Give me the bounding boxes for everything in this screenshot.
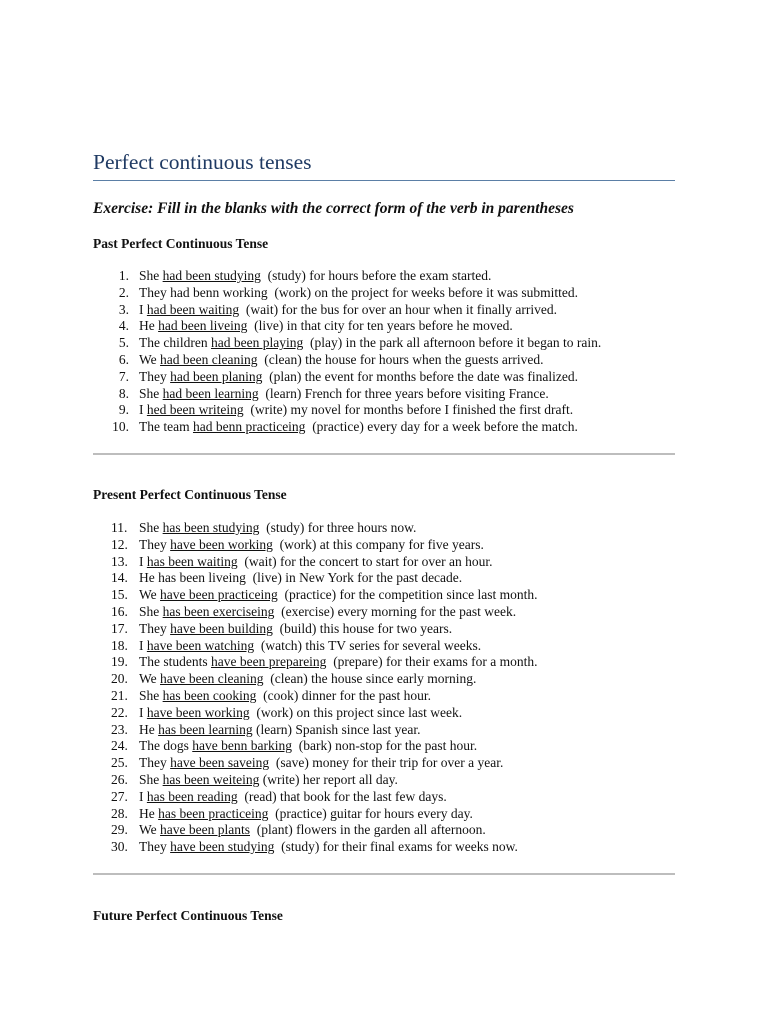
list-item: [93, 722, 538, 739]
item-text-before: The team: [139, 419, 193, 435]
section-divider: [93, 873, 675, 875]
item-text-after: (build) this house for two years.: [272, 620, 453, 636]
list-item: [93, 587, 538, 604]
item-text-after: (prepare) for their exams for a month.: [326, 654, 538, 670]
item-text-before: They: [139, 620, 171, 636]
item-text-after: (write) my novel for months before I finished the first draft.: [243, 402, 574, 418]
item-text-before: The students: [139, 654, 211, 670]
item-number: 2.: [118, 284, 129, 300]
item-number: 12.: [111, 536, 128, 552]
list-item: [93, 738, 538, 755]
item-text-before: I: [139, 637, 147, 653]
item-answer: have been prepareing: [211, 654, 327, 670]
item-text-before: He: [139, 805, 159, 821]
item-number: 1.: [118, 268, 129, 283]
item-number: 7.: [118, 368, 129, 384]
item-text-before: She: [139, 520, 163, 535]
item-text-before: We: [139, 671, 161, 687]
list-item: [93, 604, 538, 621]
item-answer: had been studying: [162, 268, 261, 283]
item-text-after: (plant) flowers in the garden all afternoon.: [250, 822, 486, 838]
item-text-after: (bark) non-stop for the past hour.: [291, 738, 478, 754]
item-text-before: She: [139, 771, 163, 787]
item-answer: have been studying: [170, 839, 275, 855]
list-item: [93, 302, 601, 319]
item-text-before: He: [139, 721, 159, 737]
item-answer: have been practiceing: [160, 587, 278, 603]
list-item: [93, 705, 538, 722]
item-number: 3.: [118, 301, 129, 317]
item-answer: have been working: [170, 536, 273, 552]
item-number: 22.: [111, 704, 128, 720]
item-answer: have benn barking: [192, 738, 292, 754]
item-answer: has been learning: [158, 721, 253, 737]
item-text-before: She: [139, 268, 163, 283]
list-item: [93, 419, 601, 436]
item-text-after: (save) money for their trip for over a year.: [269, 755, 504, 771]
item-text-after: (clean) the house for hours when the guests arrived.: [257, 351, 544, 367]
item-number: 10.: [112, 419, 129, 435]
item-number: 20.: [111, 671, 128, 687]
list-item: [93, 570, 538, 587]
item-number: 29.: [111, 822, 128, 838]
document-title: Perfect continuous tenses: [93, 150, 312, 174]
item-text-after: (learn) French for three years before visiting France.: [258, 385, 549, 401]
item-text-before: I: [139, 788, 147, 804]
item-text-after: (wait) for the concert to start for over an hour.: [237, 553, 493, 569]
item-text-after: (practice) for the competition since last month.: [277, 587, 538, 603]
item-number: 24.: [111, 738, 128, 754]
item-number: 23.: [111, 721, 128, 737]
item-text-after: (wait) for the bus for over an hour when it finally arrived.: [239, 301, 558, 317]
item-text-after: (read) that book for the last few days.: [237, 788, 447, 804]
item-text-before: They had benn working (work) on the project for weeks before it was submitted.: [139, 284, 579, 300]
item-answer: have been plants: [160, 822, 250, 838]
item-text-before: She: [139, 687, 163, 703]
item-number: 14.: [111, 570, 128, 586]
item-text-after: (cook) dinner for the past hour.: [256, 687, 432, 703]
item-answer: have been watching: [146, 637, 255, 653]
item-number: 5.: [118, 335, 129, 351]
item-answer: had been playing: [210, 335, 304, 351]
item-number: 21.: [111, 687, 128, 703]
list-item: [93, 654, 538, 671]
item-text-after: (work) at this company for five years.: [272, 536, 484, 552]
item-text-before: They: [139, 536, 171, 552]
item-answer: hed been writeing: [146, 402, 244, 418]
item-text-before: We: [139, 822, 161, 838]
item-text-before: They: [139, 839, 171, 855]
item-answer: has been reading: [146, 788, 238, 804]
list-item: [93, 755, 538, 772]
item-text-after: (exercise) every morning for the past week.: [274, 603, 517, 619]
item-text-before: We: [139, 351, 161, 367]
list-item: [93, 671, 538, 688]
title-underline: [93, 180, 675, 181]
item-text-after: (practice) guitar for hours every day.: [268, 805, 473, 821]
item-answer: has been cooking: [162, 687, 257, 703]
item-text-before: I: [139, 301, 147, 317]
list-item: [93, 352, 601, 369]
list-item: [93, 386, 601, 403]
item-number: 18.: [111, 637, 128, 653]
list-item: [93, 822, 538, 839]
list-item: [93, 537, 538, 554]
item-answer: have been building: [170, 620, 273, 636]
list-item: [93, 638, 538, 655]
list-item: [93, 335, 601, 352]
item-text-after: (study) for their final exams for weeks now.: [274, 839, 518, 855]
list-item: [93, 268, 601, 285]
item-text-after: (learn) Spanish since last year.: [252, 721, 421, 737]
item-number: 13.: [111, 553, 128, 569]
item-answer: has been studying: [162, 520, 260, 535]
item-text-before: We: [139, 587, 161, 603]
item-text-before: He has been liveing (live) in New York for the past decade.: [139, 570, 463, 586]
item-text-after: (write) her report all day.: [259, 771, 398, 787]
item-text-before: The dogs: [139, 738, 193, 754]
section-heading-past: Past Perfect Continuous Tense: [93, 236, 269, 251]
item-text-before: I: [139, 704, 147, 720]
item-answer: have been saveing: [170, 755, 270, 771]
list-item: [93, 285, 601, 302]
item-text-before: I: [139, 553, 147, 569]
item-answer: had been cleaning: [160, 351, 258, 367]
exercise-list-past: [93, 268, 601, 436]
item-answer: had benn practiceing: [192, 419, 306, 435]
item-answer: has been exerciseing: [162, 603, 275, 619]
item-number: 11.: [111, 520, 128, 535]
item-number: 19.: [111, 654, 128, 670]
list-item: [93, 554, 538, 571]
item-text-before: She: [139, 603, 163, 619]
item-answer: had been waiting: [146, 301, 240, 317]
item-number: 26.: [111, 771, 128, 787]
list-item: [93, 772, 538, 789]
exercise-list-present: [93, 520, 538, 856]
item-answer: have been working: [146, 704, 250, 720]
item-text-after: (plan) the event for months before the date was finalized.: [262, 368, 578, 384]
item-number: 17.: [111, 620, 128, 636]
item-text-after: (clean) the house since early morning.: [263, 671, 477, 687]
item-text-before: They: [139, 368, 171, 384]
item-text-after: (study) for hours before the exam started.: [260, 268, 492, 283]
item-text-after: (work) on this project since last week.: [249, 704, 463, 720]
item-answer: had been planing: [170, 368, 263, 384]
item-text-after: (play) in the park all afternoon before it began to rain.: [303, 335, 602, 351]
list-item: [93, 621, 538, 638]
item-text-before: They: [139, 755, 171, 771]
item-text-before: I: [139, 402, 147, 418]
item-text-before: He: [139, 318, 159, 334]
list-item: [93, 520, 538, 537]
item-number: 30.: [111, 839, 128, 855]
item-text-after: (practice) every day for a week before the match.: [305, 419, 578, 435]
section-divider: [93, 453, 675, 455]
item-number: 25.: [111, 755, 128, 771]
section-heading-present: Present Perfect Continuous Tense: [93, 487, 287, 502]
list-item: [93, 806, 538, 823]
list-item: [93, 369, 601, 386]
item-text-before: She: [139, 385, 163, 401]
list-item: [93, 789, 538, 806]
exercise-heading: Exercise: Fill in the blanks with the correct form of the verb in parentheses: [93, 200, 574, 217]
item-text-after: (live) in that city for ten years before he moved.: [247, 318, 513, 334]
list-item: [93, 688, 538, 705]
item-number: 6.: [118, 351, 129, 367]
list-item: [93, 839, 538, 856]
item-text-after: (study) for three hours now.: [259, 520, 417, 535]
item-number: 4.: [118, 318, 129, 334]
item-answer: has been weiteing: [162, 771, 260, 787]
section-heading-future: Future Perfect Continuous Tense: [93, 908, 283, 923]
item-answer: has been waiting: [146, 553, 238, 569]
list-item: [93, 402, 601, 419]
list-item: [93, 318, 601, 335]
item-number: 15.: [111, 587, 128, 603]
item-answer: has been practiceing: [158, 805, 269, 821]
item-answer: had been learning: [162, 385, 259, 401]
item-number: 27.: [111, 788, 128, 804]
item-answer: had been liveing: [158, 318, 248, 334]
item-number: 9.: [118, 402, 129, 418]
item-number: 28.: [111, 805, 128, 821]
item-number: 16.: [111, 603, 128, 619]
item-number: 8.: [118, 385, 129, 401]
item-answer: have been cleaning: [160, 671, 264, 687]
item-text-before: The children: [139, 335, 211, 351]
item-text-after: (watch) this TV series for several weeks.: [254, 637, 482, 653]
